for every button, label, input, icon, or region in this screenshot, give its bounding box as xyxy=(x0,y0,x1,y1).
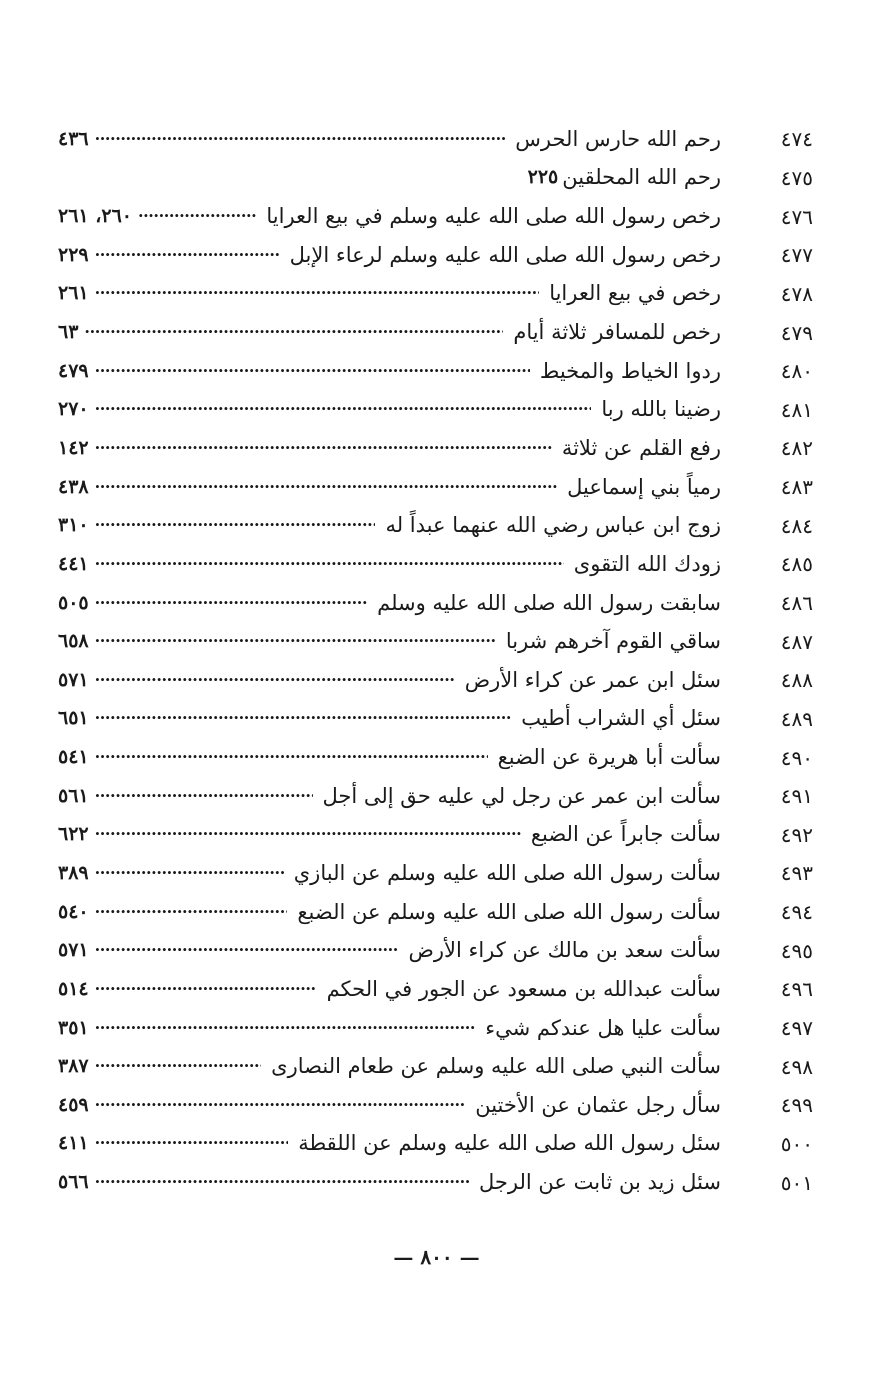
entry-page-ref: ٥٤٠ xyxy=(58,900,89,923)
entry-number: ٥٠٠ xyxy=(780,1131,813,1156)
index-entry xyxy=(58,970,813,1009)
entry-number: ٤٨٠ xyxy=(780,359,813,384)
entry-page-ref: ٥٧١ xyxy=(58,939,89,962)
entry-page-ref: ٢٢٥ xyxy=(527,166,559,189)
entry-text: سألت النبي صلى الله عليه وسلم عن طعام النصارى xyxy=(271,1054,721,1079)
entry-text: سابقت رسول الله صلى الله عليه وسلم xyxy=(377,590,721,615)
entry-page-ref: ٤٣٦ xyxy=(58,127,89,150)
entry-text: سئل رسول الله صلى الله عليه وسلم عن اللقطة xyxy=(298,1131,721,1156)
entry-page-ref: ٥٦١ xyxy=(58,784,89,807)
entry-page-ref: ٥٤١ xyxy=(58,746,89,769)
entry-text: سأل رجل عثمان عن الأختين xyxy=(475,1092,721,1117)
entry-page-ref: ٥٦٦ xyxy=(58,1171,89,1194)
entry-page-ref: ٢٢٩ xyxy=(58,243,89,266)
index-entry xyxy=(58,506,813,545)
entry-number: ٤٨٢ xyxy=(780,436,813,461)
entry-text: سئل أي الشراب أطيب xyxy=(521,706,721,731)
entry-number: ٤٨٤ xyxy=(780,513,813,538)
entry-page-ref: ٣١٠ xyxy=(58,514,89,537)
entry-text: سألت عبدالله بن مسعود عن الجور في الحكم xyxy=(326,976,721,1001)
dot-leader xyxy=(95,399,592,420)
entry-number: ٤٧٩ xyxy=(780,320,813,345)
entry-text: رخص للمسافر ثلاثة أيام xyxy=(513,320,721,345)
dot-leader xyxy=(84,322,503,343)
entry-text: رمياً بني إسماعيل xyxy=(567,474,721,499)
entry-page-ref: ٣٥١ xyxy=(58,1016,89,1039)
index-entry xyxy=(58,197,813,236)
index-entry xyxy=(58,352,813,391)
entry-page-ref: ٢٦١ xyxy=(58,282,89,305)
entry-text: رحم الله حارس الحرس xyxy=(515,126,721,151)
entry-text: رخص في بيع العرايا xyxy=(549,281,721,306)
hadith-index-list xyxy=(58,120,813,1202)
dot-leader xyxy=(95,438,552,459)
dot-leader xyxy=(95,1056,262,1077)
page-number: — ٨٠٠ — xyxy=(393,1245,480,1269)
entry-text: سألت ابن عمر عن رجل لي عليه حق إلى أجل xyxy=(322,783,721,808)
index-entry xyxy=(58,738,813,777)
entry-page-ref: ٦٥١ xyxy=(58,707,89,730)
entry-page-ref: ١٤٢ xyxy=(58,436,89,459)
entry-number: ٤٩٥ xyxy=(780,938,813,963)
index-entry xyxy=(58,661,813,700)
entry-number: ٤٩٤ xyxy=(780,900,813,925)
dot-leader xyxy=(95,1018,476,1039)
index-entry xyxy=(58,622,813,661)
dot-leader xyxy=(95,361,530,382)
index-entry xyxy=(58,893,813,932)
dot-leader xyxy=(95,1133,289,1154)
index-entry xyxy=(58,1086,813,1125)
entry-text: زوج ابن عباس رضي الله عنهما عبداً له xyxy=(385,513,721,538)
entry-text: سئل زيد بن ثابت عن الرجل xyxy=(479,1170,721,1195)
index-entry xyxy=(58,1009,813,1048)
dot-leader xyxy=(95,979,317,1000)
dot-leader xyxy=(95,283,540,304)
entry-text: سألت سعد بن مالك عن كراء الأرض xyxy=(408,938,721,963)
index-entry xyxy=(58,1125,813,1164)
entry-number: ٤٧٨ xyxy=(780,281,813,306)
entry-text: رحم الله المحلقين xyxy=(562,165,721,190)
entry-text: زودك الله التقوى xyxy=(573,551,721,576)
index-entry xyxy=(58,1163,813,1202)
index-entry xyxy=(58,120,813,159)
index-entry xyxy=(58,854,813,893)
dot-leader xyxy=(95,747,488,768)
entry-number: ٤٩٦ xyxy=(780,977,813,1002)
entry-text: رفع القلم عن ثلاثة xyxy=(561,435,721,460)
entry-number: ٤٩٩ xyxy=(780,1093,813,1118)
index-entry xyxy=(58,584,813,623)
entry-text: سألت رسول الله صلى الله عليه وسلم عن البازي xyxy=(293,860,721,885)
entry-page-ref: ٦٢٢ xyxy=(58,823,89,846)
entry-number: ٤٨٣ xyxy=(780,475,813,500)
dot-leader xyxy=(95,554,564,575)
entry-number: ٥٠١ xyxy=(780,1170,813,1195)
entry-number: ٤٩٧ xyxy=(780,1016,813,1041)
entry-number: ٤٩٨ xyxy=(780,1054,813,1079)
entry-text: رضينا بالله ربا xyxy=(601,397,721,422)
entry-page-ref: ٤١١ xyxy=(58,1132,89,1155)
dot-leader xyxy=(95,670,455,691)
entry-page-ref: ٣٨٧ xyxy=(58,1055,89,1078)
entry-number: ٤٩٠ xyxy=(780,745,813,770)
entry-number: ٤٨٨ xyxy=(780,668,813,693)
entry-page-ref: ٤٣٨ xyxy=(58,475,89,498)
dot-leader xyxy=(95,631,496,652)
entry-page-ref: ٢٧٠ xyxy=(58,398,89,421)
entry-page-ref: ٥١٤ xyxy=(58,977,89,1000)
dot-leader xyxy=(95,940,399,961)
entry-number: ٤٨٥ xyxy=(780,552,813,577)
dot-leader xyxy=(95,245,280,266)
entry-number: ٤٨٦ xyxy=(780,591,813,615)
dot-leader xyxy=(95,129,506,150)
entry-page-ref: ٢٦٠، ٢٦١ xyxy=(58,205,132,228)
entry-number: ٤٧٥ xyxy=(780,165,813,190)
entry-text: ساقي القوم آخرهم شربا xyxy=(505,629,721,654)
entry-page-ref: ٦٥٨ xyxy=(58,630,89,653)
entry-page-ref: ٦٣ xyxy=(58,321,79,344)
entry-text: رخص رسول الله صلى الله عليه وسلم في بيع العرايا xyxy=(266,204,721,229)
dot-leader xyxy=(138,206,256,227)
dot-leader xyxy=(95,477,557,498)
entry-text: سألت عليا هل عندكم شيء xyxy=(485,1015,721,1040)
index-entry xyxy=(58,313,813,352)
dot-leader xyxy=(95,1095,466,1116)
entry-page-ref: ٥٧١ xyxy=(58,668,89,691)
entry-page-ref: ٣٨٩ xyxy=(58,861,89,884)
entry-page-ref: ٤٥٩ xyxy=(58,1093,89,1116)
entry-number: ٤٧٤ xyxy=(780,127,813,152)
index-entry xyxy=(58,816,813,855)
entry-number: ٤٨٩ xyxy=(780,706,813,731)
index-entry xyxy=(58,236,813,275)
entry-text: ردوا الخياط والمخيط xyxy=(539,358,721,383)
dot-leader xyxy=(95,824,521,845)
dot-leader xyxy=(95,786,313,807)
index-entry xyxy=(58,545,813,584)
dot-leader xyxy=(95,708,512,729)
entry-number: ٤٩٣ xyxy=(780,861,813,886)
index-entry xyxy=(58,429,813,468)
entry-page-ref: ٤٤١ xyxy=(58,552,89,575)
entry-text: سألت جابراً عن الضبع xyxy=(530,822,721,847)
entry-number: ٤٨٧ xyxy=(780,629,813,654)
entry-text: رخص رسول الله صلى الله عليه وسلم لرعاء الإبل xyxy=(289,242,721,267)
index-entry xyxy=(58,700,813,739)
dot-leader xyxy=(95,863,284,884)
entry-text: سئل ابن عمر عن كراء الأرض xyxy=(464,667,721,692)
index-entry xyxy=(58,468,813,507)
entry-text: سألت أبا هريرة عن الضبع xyxy=(497,745,721,770)
dot-leader xyxy=(95,1172,469,1193)
index-entry xyxy=(58,275,813,314)
entry-number: ٤٩١ xyxy=(780,784,813,809)
dot-leader xyxy=(95,902,288,923)
index-entry xyxy=(58,1047,813,1086)
entry-text: سألت رسول الله صلى الله عليه وسلم عن الضبع xyxy=(297,899,721,924)
entry-number: ٤٨١ xyxy=(780,397,813,422)
entry-number: ٤٩٢ xyxy=(780,822,813,847)
entry-page-ref: ٤٧٩ xyxy=(58,359,89,382)
entry-page-ref: ٥٠٥ xyxy=(58,591,89,614)
dot-leader xyxy=(95,593,367,614)
index-entry xyxy=(58,777,813,816)
dot-leader xyxy=(95,515,376,536)
entry-number: ٤٧٧ xyxy=(780,243,813,268)
index-entry xyxy=(58,159,813,198)
entry-number: ٤٧٦ xyxy=(780,204,813,229)
index-entry xyxy=(58,931,813,970)
index-entry xyxy=(58,390,813,429)
